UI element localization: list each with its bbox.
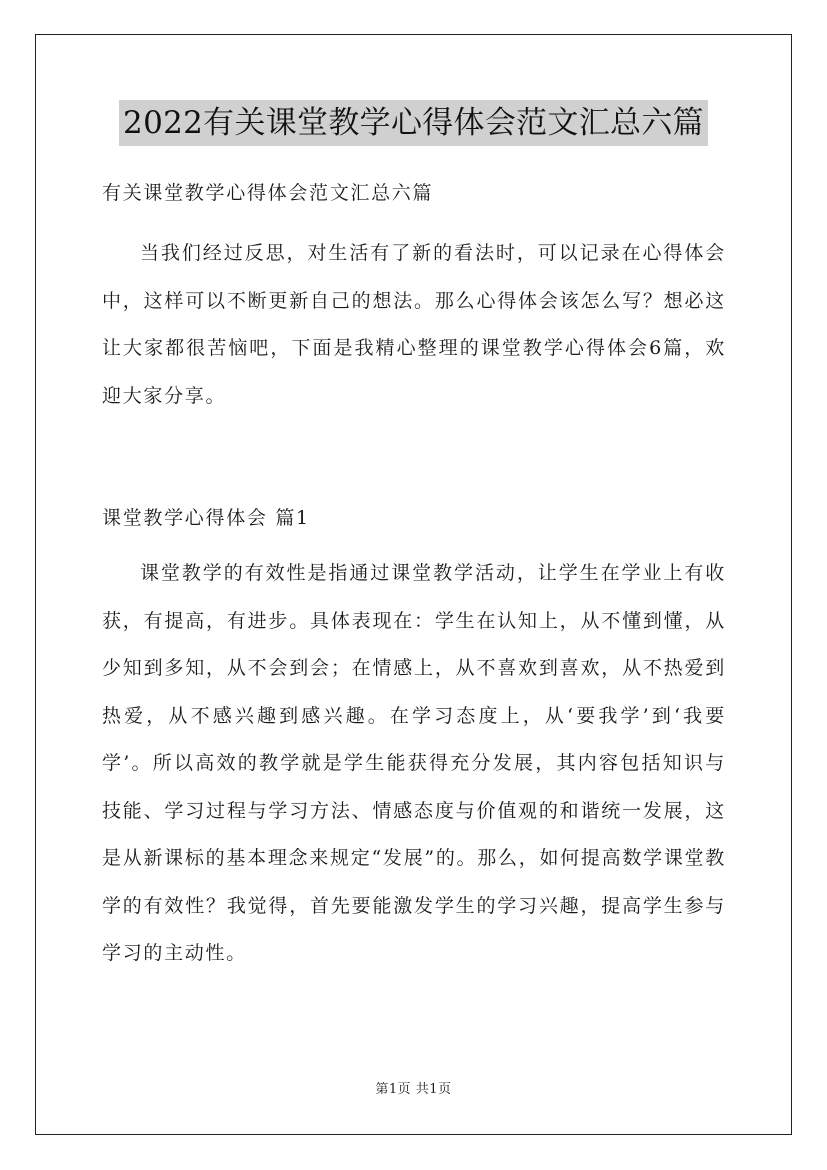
document-title-text: 2022有关课堂教学心得体会范文汇总六篇 [119,100,708,146]
document-title [0,100,827,146]
page-footer: 第1页 共1页 [375,1082,452,1097]
intro-paragraph: 当我们经过反思，对生活有了新的看法时，可以记录在心得体会中，这样可以不断更新自己的想法。那么心得体会该怎么写？想必这让大家都很苦恼吧，下面是我精心整理的课堂教学心得体会6篇，欢迎大家分享。 [102,242,726,407]
document-subtitle: 有关课堂教学心得体会范文汇总六篇 [102,182,434,204]
section-paragraph: 课堂教学的有效性是指通过课堂教学活动，让学生在学业上有收获，有提高，有进步。具体表现在：学生在认知上，从不懂到懂，从少知到多知，从不会到会；在情感上，从不喜欢到喜欢，从不热爱到热爱，从不感兴趣到感兴趣。在学习态度上，从‘要我学’到‘我要学’。所以高效的教学就是学生能获得充分发展，其内容包括知识与技能、学习过程与学习方法、情感态度与价值观的和谐统一发展，这是从新课标的基本理念来规定“发展”的。那么，如何提高数学课堂教学的有效性？我觉得，首先要能激发学生的学习兴趣，提高学生参与学习的主动性。 [102,562,726,964]
section-heading: 课堂教学心得体会 篇1 [102,507,310,529]
